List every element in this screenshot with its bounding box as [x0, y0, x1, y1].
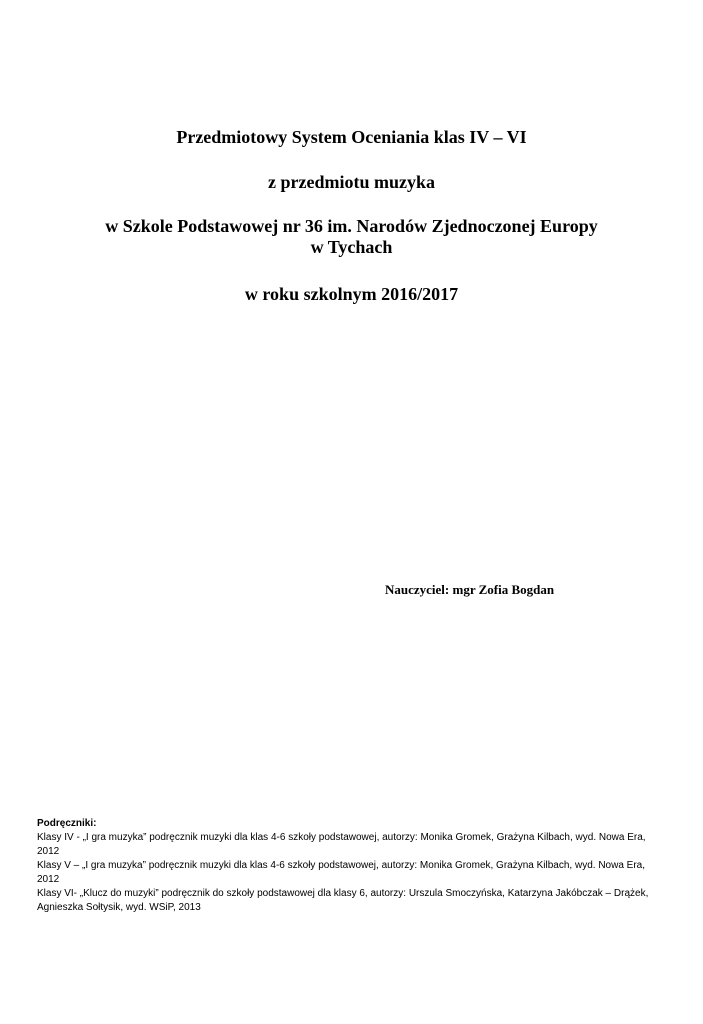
textbooks-heading: Podręczniki:	[37, 818, 97, 829]
subject-line: z przedmiotu muzyka	[268, 172, 435, 192]
school-name-line: w Szkole Podstawowej nr 36 im. Narodów Zjednoczonej Europy	[105, 216, 598, 236]
textbooks-section	[37, 817, 662, 915]
textbook-item: Klasy VI- „Klucz do muzyki” podręcznik do szkoły podstawowej dla klasy 6, autorzy: Urszula Smoczyńska, Katarzyna Jakóbczak – Drążek, Agnieszka Sołtysik, wyd. WSiP, 2013	[37, 888, 649, 913]
textbook-item: Klasy IV - „I gra muzyka” podręcznik muzyki dla klas 4-6 szkoły podstawowej, autorzy: Monika Gromek, Grażyna Kilbach, wyd. Nowa Era, 2012	[37, 832, 646, 857]
school-block	[0, 216, 703, 258]
document-title: Przedmiotowy System Oceniania klas IV – VI	[176, 127, 527, 147]
school-city-line: w Tychach	[310, 237, 393, 257]
school-year-line: w roku szkolnym 2016/2017	[244, 284, 459, 304]
teacher-name: Nauczyciel: mgr Zofia Bogdan	[385, 582, 555, 597]
textbook-item: Klasy V – „I gra muzyka” podręcznik muzyki dla klas 4-6 szkoły podstawowej, autorzy: Monika Gromek, Grażyna Kilbach, wyd. Nowa Era, 2012	[37, 860, 646, 885]
